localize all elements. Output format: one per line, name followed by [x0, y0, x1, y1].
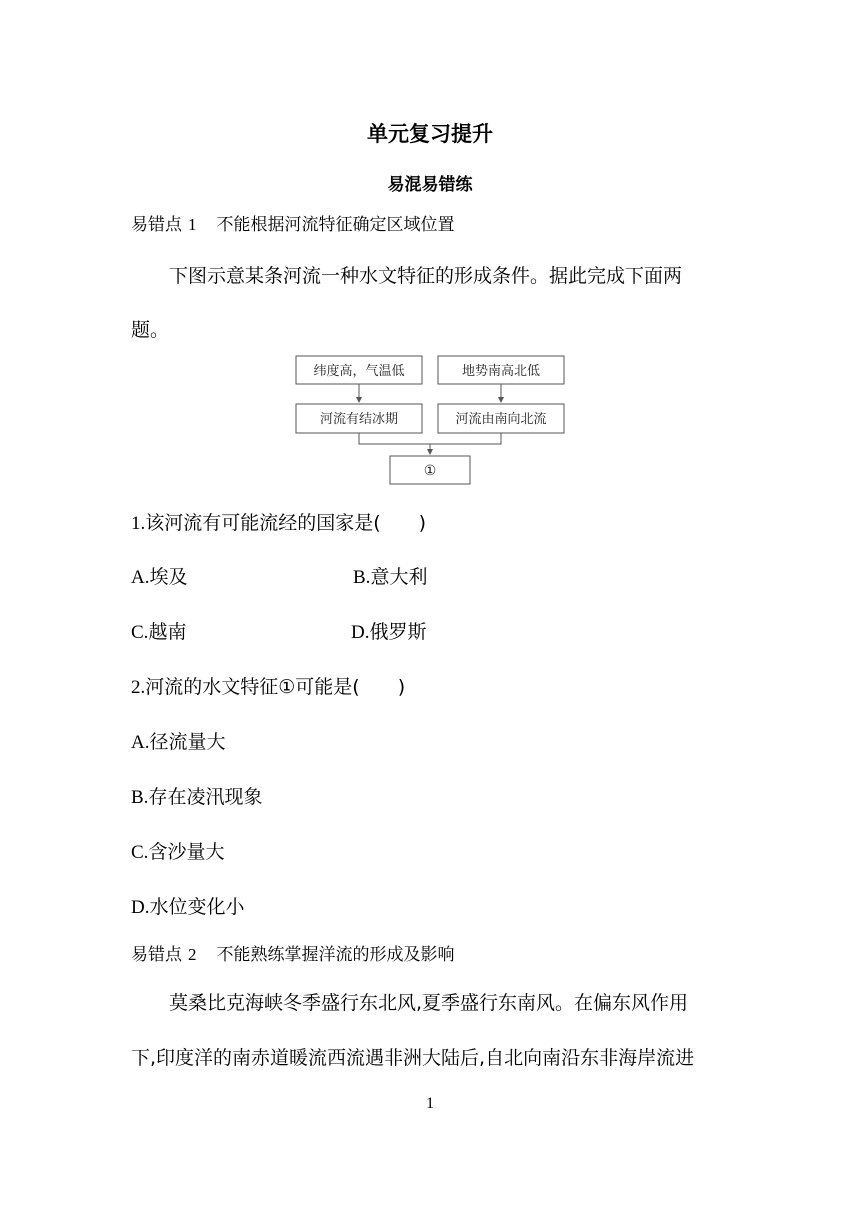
q1-option-b	[353, 562, 427, 589]
q2-option-b-text: 存在凌汛现象	[148, 786, 263, 808]
q2-option-a	[131, 727, 226, 754]
diagram-box-flow-direction-text: 河流由南向北流	[455, 412, 547, 427]
section-2-label: 易错点	[131, 945, 182, 965]
connector-bottom	[359, 433, 501, 444]
diagram-box-latitude-text: 纬度高，气温低	[313, 364, 405, 379]
paragraph-2-line-1: 莫桑比克海峡冬季盛行东北风,夏季盛行东南风。在偏东风作用	[169, 992, 689, 1014]
q1-option-a	[131, 562, 188, 589]
intro-line-1: 下图示意某条河流一种水文特征的形成条件。据此完成下面两	[169, 265, 683, 287]
section-2-text: 不能熟练掌握洋流的形成及影响	[216, 945, 455, 965]
page-number: 1	[426, 1095, 434, 1112]
question-1-number: 1.	[131, 513, 146, 534]
question-2-number: 2.	[131, 677, 146, 698]
q1-option-d	[351, 617, 427, 644]
q1-option-c	[131, 617, 186, 644]
section-1-label: 易错点	[131, 215, 182, 235]
page-title: 单元复习提升	[367, 121, 493, 146]
q1-option-b-text: 意大利	[370, 566, 428, 588]
section-2-number: 2	[188, 945, 197, 964]
q1-option-a-letter: A.	[131, 567, 150, 588]
diagram-box-result-text: ①	[423, 463, 437, 479]
intro-line-2: 题。	[131, 319, 170, 341]
question-1-text: 该河流有可能流经的国家是( )	[145, 512, 427, 534]
section-1-number: 1	[188, 215, 197, 234]
q1-option-c-text: 越南	[148, 621, 187, 643]
q2-option-c-text: 含沙量大	[148, 841, 225, 863]
page-subtitle: 易混易错练	[387, 175, 473, 195]
q1-option-d-letter: D.	[351, 622, 370, 643]
q2-option-a-letter: A.	[131, 732, 150, 753]
section-2-heading	[131, 940, 455, 965]
diagram-box-freezing-text: 河流有结冰期	[319, 412, 399, 427]
q2-option-c-letter: C.	[131, 842, 149, 863]
paragraph-2-line-2: 下,印度洋的南赤道暖流西流遇非洲大陆后,自北向南沿东非海岸流进	[131, 1047, 695, 1069]
q2-option-c	[131, 837, 224, 864]
q1-option-a-text: 埃及	[149, 566, 188, 588]
q2-option-a-text: 径流量大	[149, 731, 226, 753]
flow-diagram	[280, 348, 580, 493]
q2-option-d-text: 水位变化小	[149, 896, 245, 918]
q2-option-d	[131, 892, 245, 919]
question-2-text: 河流的水文特征①可能是( )	[145, 676, 406, 698]
section-1-text: 不能根据河流特征确定区域位置	[216, 215, 455, 235]
q1-option-b-letter: B.	[353, 567, 371, 588]
q1-option-d-text: 俄罗斯	[369, 621, 427, 643]
q2-option-b	[131, 782, 262, 809]
question-1	[131, 508, 426, 535]
diagram-box-terrain-text: 地势南高北低	[461, 364, 541, 379]
question-2	[131, 672, 405, 699]
q1-option-c-letter: C.	[131, 622, 149, 643]
q2-option-d-letter: D.	[131, 897, 150, 918]
section-1-heading	[131, 210, 455, 235]
q2-option-b-letter: B.	[131, 787, 149, 808]
